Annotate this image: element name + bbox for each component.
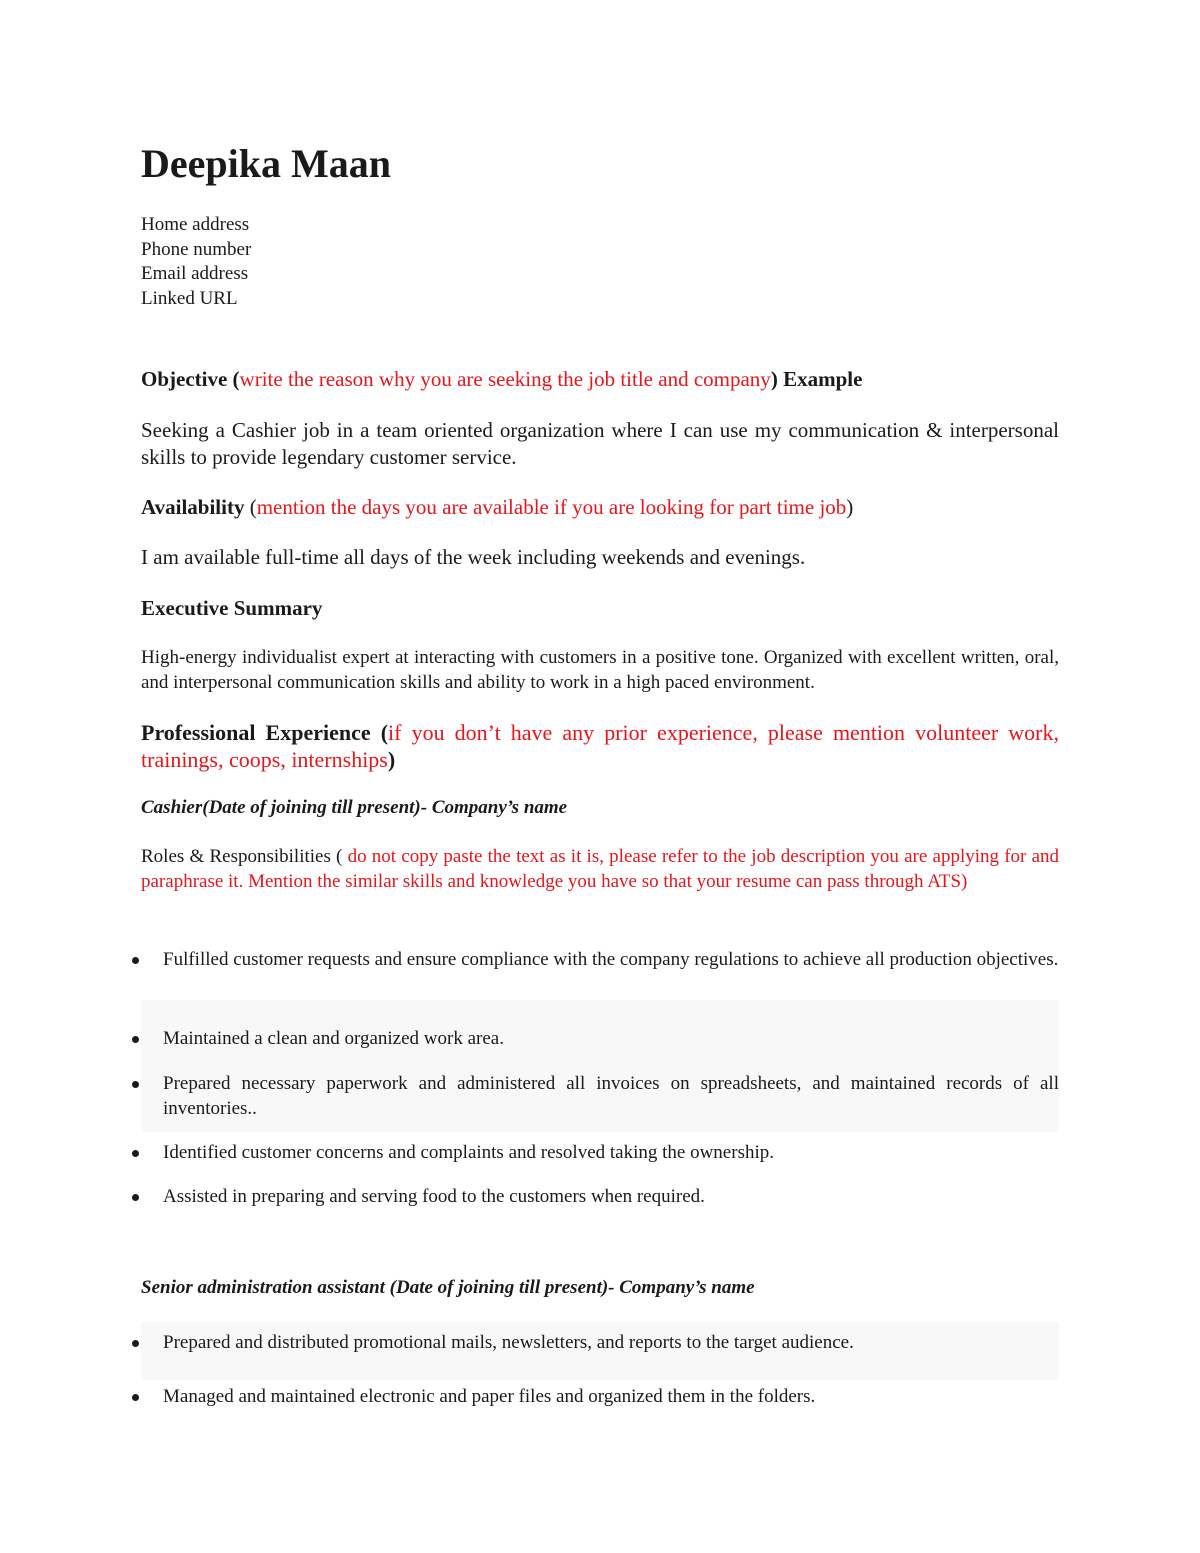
contact-email-address: Email address [141,263,249,284]
list-item-text: Assisted in preparing and serving food to the customers when required. [163,1186,705,1207]
list-item-text: Prepared and distributed promotional mails, newsletters, and reports to the target audience. [163,1332,854,1353]
bullet-icon [132,1150,139,1157]
candidate-name: Deepika Maan [141,141,391,186]
availability-heading: Availability (mention the days you are available if you are looking for part time job) [141,495,854,519]
summary-text: High-energy individualist expert at interacting with customers in a positive tone. Organized with excellent written, oral, and interpersonal communication skills and ability to work in a high paced environment. [141,647,1059,693]
list-item [141,1141,1059,1166]
job-1-roles [141,845,1059,894]
availability-note: mention the days you are available if you are looking for part time job [256,495,847,519]
contact-linked-url: Linked URL [141,287,238,309]
contact-phone-number: Phone number [141,238,252,260]
summary-heading: Executive Summary [141,596,323,620]
objective-example-label: Example [783,367,863,391]
bullet-icon [132,1394,139,1401]
job-1-title: Cashier(Date of joining till present)- Company’s name [141,797,568,818]
bullet-icon [132,1194,139,1201]
job-1-roles-note: do not copy paste the text as it is, please refer to the job description you are applying for and paraphrase it. Mention the similar skills and knowledge you have so that your resume can pass through ATS) [141,846,1059,892]
list-item [141,1072,1059,1121]
objective-note: write the reason why you are seeking the job title and company [239,367,771,391]
list-item-text: Managed and maintained electronic and paper files and organized them in the folders. [163,1386,816,1407]
bullet-icon [132,1081,139,1088]
job-1-roles-label: Roles & Responsibilities ( [141,846,343,867]
availability-text: I am available full-time all days of the week including weekends and evenings. [141,545,806,569]
objective-title: Objective [141,367,228,391]
list-item-text: Prepared necessary paperwork and administered all invoices on spreadsheets, and maintained records of all inventories.. [163,1073,1059,1119]
list-item-text: Identified customer concerns and complaints and resolved taking the ownership. [163,1142,774,1163]
list-item-text: Fulfilled customer requests and ensure compliance with the company regulations to achieve all production objectives. [163,949,1059,970]
contact-home-address: Home address [141,214,250,235]
job-2-title: Senior administration assistant (Date of joining till present)- Company’s name [141,1277,755,1298]
list-item [141,1027,1059,1052]
objective-text: Seeking a Cashier job in a team oriented organization where I can use my communication & interpersonal skills to provide legendary customer service. [141,418,1059,469]
objective-heading: Objective (write the reason why you are seeking the job title and company) Example [141,367,863,391]
bullet-icon [132,957,139,964]
list-item [141,1185,1059,1210]
list-item [141,1331,1059,1356]
contact-block [141,213,251,311]
experience-title: Professional Experience [141,720,371,745]
availability-title: Availability [141,495,245,519]
list-item-text: Maintained a clean and organized work area. [163,1028,504,1049]
bullet-icon [132,1340,139,1347]
bullet-icon [132,1036,139,1043]
experience-heading: Professional Experience (if you don’t have any prior experience, please mention volunteer work, trainings, coops, internships) [141,720,1059,772]
list-item [141,948,1059,973]
experience-note: if you don’t have any prior experience, please mention volunteer work, trainings, coops, internships [141,720,1059,772]
list-item [141,1385,1059,1410]
